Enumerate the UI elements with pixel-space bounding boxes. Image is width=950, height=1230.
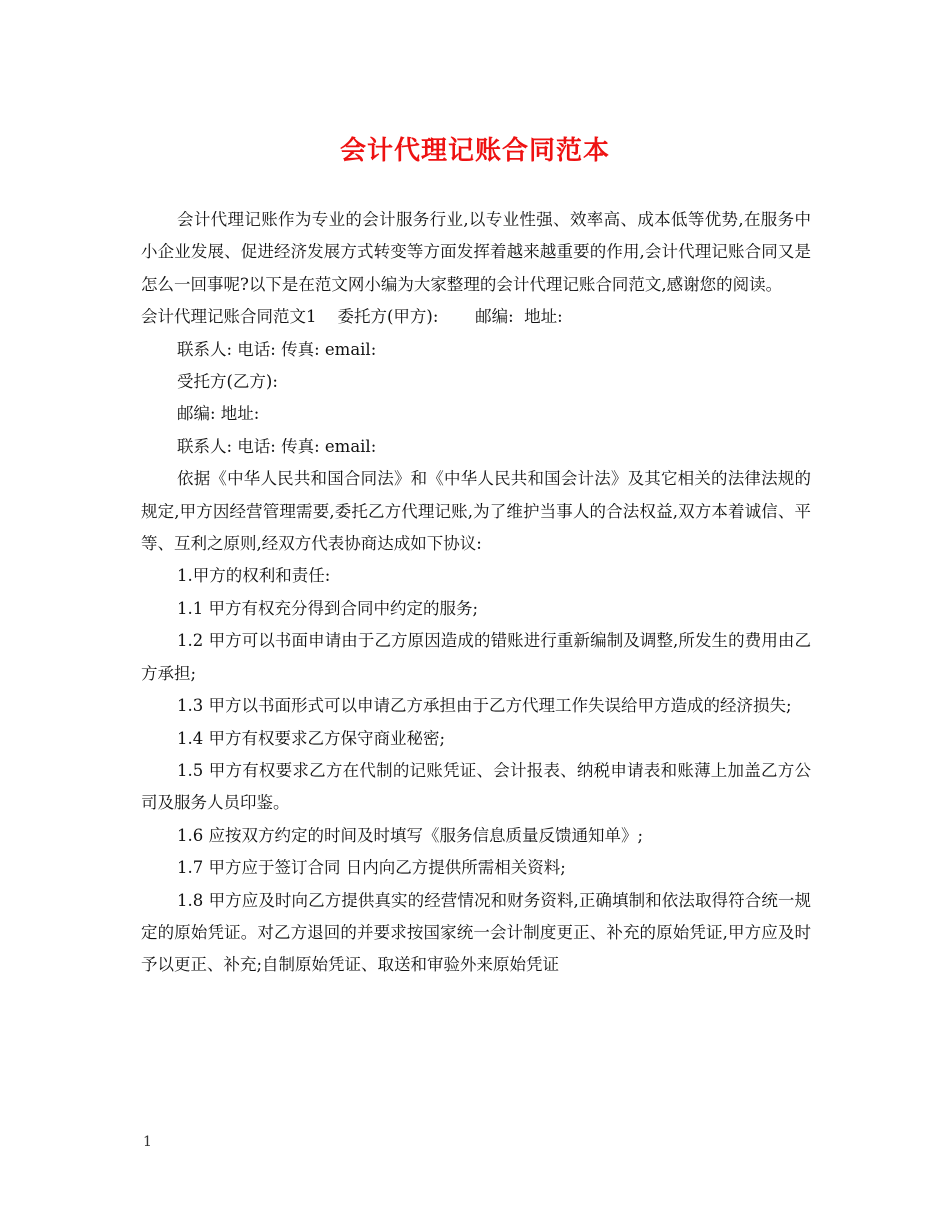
party-b-label: 受托方(乙方): xyxy=(177,372,278,392)
clause-1-6: 1.6 应按双方约定的时间及时填写《服务信息质量反馈通知单》; xyxy=(177,825,644,845)
party-b-contact-line: 联系人: 电话: 传真: email: xyxy=(177,436,377,456)
document-title: 会计代理记账合同范本 xyxy=(339,136,610,166)
page-number: 1 xyxy=(143,1134,152,1150)
basis-paragraph: 依据《中华人民共和国合同法》和《中华人民共和国会计法》及其它相关的法律法规的规定,甲方因经营管理需要,委托乙方代理记账,为了维护当事人的合法权益,双方本着诚信、平等、互利之原则,经双方代表协商达成如下协议: xyxy=(141,469,811,554)
clause-1-1: 1.1 甲方有权充分得到合同中约定的服务; xyxy=(177,598,479,618)
sample-heading-line: 会计代理记账合同范文1 委托方(甲方): 邮编: 地址: xyxy=(141,307,563,327)
party-b-address-line: 邮编: 地址: xyxy=(177,404,260,424)
section-1-heading: 1.甲方的权利和责任: xyxy=(177,566,331,586)
party-a-contact-line: 联系人: 电话: 传真: email: xyxy=(177,339,377,359)
clause-1-7: 1.7 甲方应于签订合同 日内向乙方提供所需相关资料; xyxy=(177,858,566,878)
clause-1-3: 1.3 甲方以书面形式可以申请乙方承担由于乙方代理工作失误给甲方造成的经济损失; xyxy=(177,696,792,716)
clause-1-4: 1.4 甲方有权要求乙方保守商业秘密; xyxy=(177,728,446,748)
clause-1-2: 1.2 甲方可以书面申请由于乙方原因造成的错账进行重新编制及调整,所发生的费用由乙方承担; xyxy=(141,631,811,683)
clause-1-5: 1.5 甲方有权要求乙方在代制的记账凭证、会计报表、纳税申请表和账薄上加盖乙方公司及服务人员印鉴。 xyxy=(141,760,811,813)
intro-paragraph: 会计代理记账作为专业的会计服务行业,以专业性强、效率高、成本低等优势,在服务中小企业发展、促进经济发展方式转变等方面发挥着越来越重要的作用,会计代理记账合同又是怎么一回事呢?以下是在范文网小编为大家整理的会计代理记账合同范文,感谢您的阅读。 xyxy=(141,210,811,294)
clause-1-8: 1.8 甲方应及时向乙方提供真实的经营情况和财务资料,正确填制和依法取得符合统一规定的原始凭证。对乙方退回的并要求按国家统一会计制度更正、补充的原始凭证,甲方应及时予以更正、补充;自制原始凭证、取送和审验外来原始凭证 xyxy=(141,890,811,975)
document-body xyxy=(141,204,811,982)
